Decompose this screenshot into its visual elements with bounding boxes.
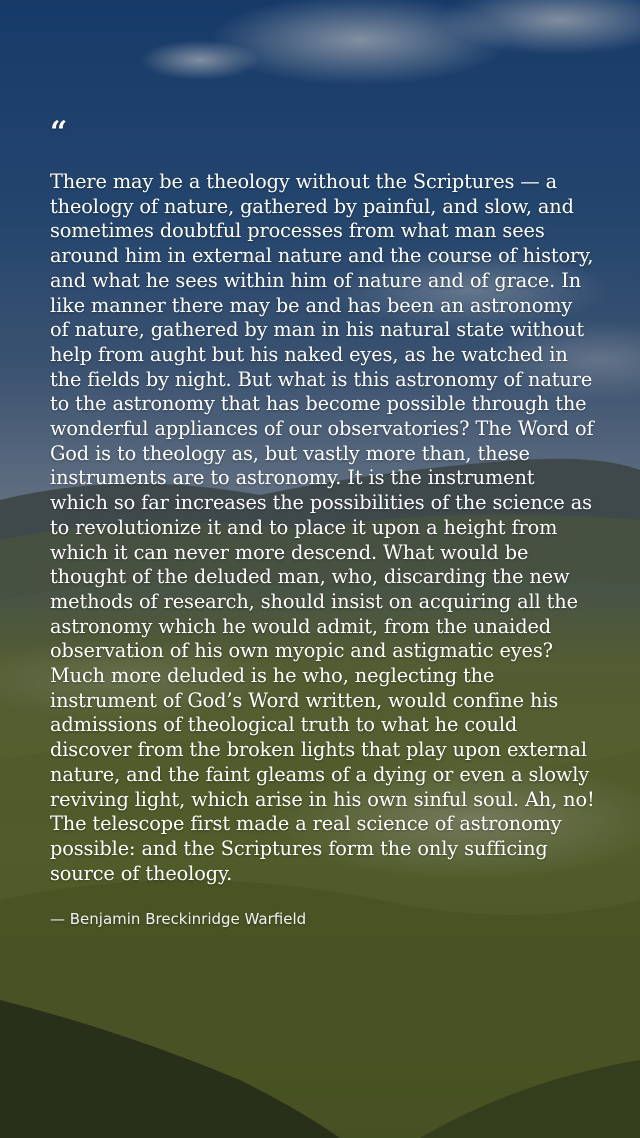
quote-text: There may be a theology without the Scriptures — a theology of nature, gathered by painful, and slow, and sometimes doubtful processes from what man sees around him in external nature and the course of history, and what he sees within him of nature and of grace. In like manner there may be and has been an astronomy of nature, gathered by man in his natural state without help from aught but his naked eyes, as he watched in the fields by night. But what is this astronomy of nature to the astronomy that has become possible through the wonderful appliances of our observatories? The Word of God is to theology as, but vastly more than, these instruments are to astronomy. It is the instrument which so far increases the possibilities of the science as to revolutionize it and to place it upon a height from which it can never more descend. What would be thought of the deluded man, who, discarding the new methods of research, should insist on acquiring all the astronomy which he would admit, from the unaided observation of his own myopic and astigmatic eyes? Much more deluded is he who, neglecting the instrument of God’s Word written, would confine his admissions of theological truth to what he could discover from the broken lights that play upon external nature, and the faint gleams of a dying or even a slowly reviving light, which arise in his own sinful soul. Ah, no! The telescope first made a real science of astronomy possible: and the Scriptures form the only sufficing source of theology. (50, 170, 595, 885)
quote-card (50, 115, 595, 929)
quote-mark-icon: “ (50, 115, 68, 150)
quote-attribution: — Benjamin Breckinridge Warfield (50, 910, 307, 929)
